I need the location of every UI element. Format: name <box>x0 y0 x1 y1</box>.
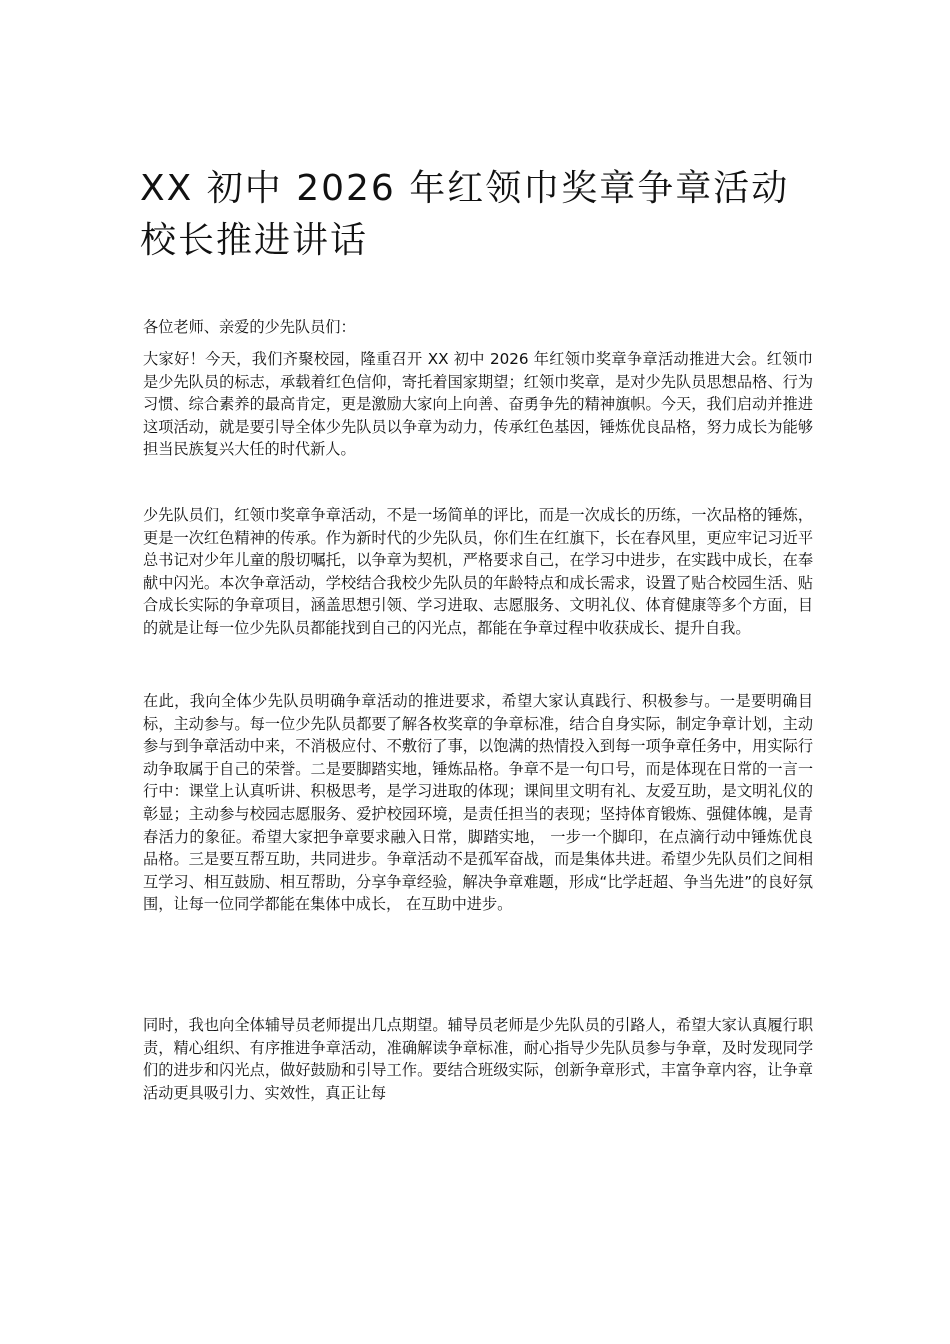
paragraph-opening: 大家好！今天，我们齐聚校园，隆重召开 XX 初中 2026 年红领巾奖章争章活动推进大会。红领巾是少先队员的标志，承载着红色信仰，寄托着国家期望；红领巾奖章，是对少先队员思想品格、行为习惯、综合素养的最高肯定，更是激励大家向上向善、奋勇争先的精神旗帜。今天，我们启动并推进这项活动，就是要引导全体少先队员以争章为动力，传承红色基因，锤炼优良品格，努力成长为能够担当民族复兴大任的时代新人。 <box>143 350 813 459</box>
paragraph-counselor-expectations: 同时，我也向全体辅导员老师提出几点期望。辅导员老师是少先队员的引路人，希望大家认真履行职责，精心组织、有序推进争章活动，准确解读争章标准，耐心指导少先队员参与争章，及时发现同学们的进步和闪光点，做好鼓励和引导工作。要结合班级实际，创新争章形式，丰富争章内容，让争章活动更具吸引力、实效性，真正让每 <box>143 1016 813 1102</box>
paragraph-significance: 少先队员们，红领巾奖章争章活动，不是一场简单的评比，而是一次成长的历练，一次品格的锤炼，更是一次红色精神的传承。作为新时代的少先队员，你们生在红旗下，长在春风里，更应牢记习近平总书记对少年儿童的殷切嘱托，以争章为契机，严格要求自己，在学习中进步，在实践中成长，在奉献中闪光。本次争章活动，学校结合我校少先队员的年龄特点和成长需求，设置了贴合校园生活、贴合成长实际的争章项目，涵盖思想引领、学习进取、志愿服务、文明礼仪、体育健康等多个方面，目的就是让每一位少先队员都能找到自己的闪光点，都能在争章过程中收获成长、提升自我。 <box>143 506 813 637</box>
document-title: XX 初中 2026 年红领巾奖章争章活动校长推进讲话 <box>140 168 790 261</box>
paragraph-requirements: 在此，我向全体少先队员明确争章活动的推进要求，希望大家认真践行、积极参与。一是要明确目标，主动参与。每一位少先队员都要了解各枚奖章的争章标准，结合自身实际，制定争章计划，主动参与到争章活动中来，不消极应付、不敷衍了事，以饱满的热情投入到每一项争章任务中，用实际行动争取属于自己的荣誉。二是要脚踏实地，锤炼品格。争章不是一句口号，而是体现在日常的一言一行中：课堂上认真听讲、积极思考，是学习进取的体现；课间里文明有礼、友爱互助，是文明礼仪的彰显；主动参与校园志愿服务、爱护校园环境，是责任担当的表现；坚持体育锻炼、强健体魄，是青春活力的象征。希望大家把争章要求融入日常，脚踏实地， 一步一个脚印，在点滴行动中锤炼优良品格。三是要互帮互助，共同进步。争章活动不是孤军奋战，而是集体共进。希望少先队员们之间相互学习、相互鼓励、相互帮助，分享争章经验，解决争章难题，形成“比学赶超、争当先进”的良好氛围，让每一位同学都能在集体中成长， 在互助中进步。 <box>143 692 813 914</box>
greeting: 各位老师、亲爱的少先队员们： <box>143 318 356 336</box>
